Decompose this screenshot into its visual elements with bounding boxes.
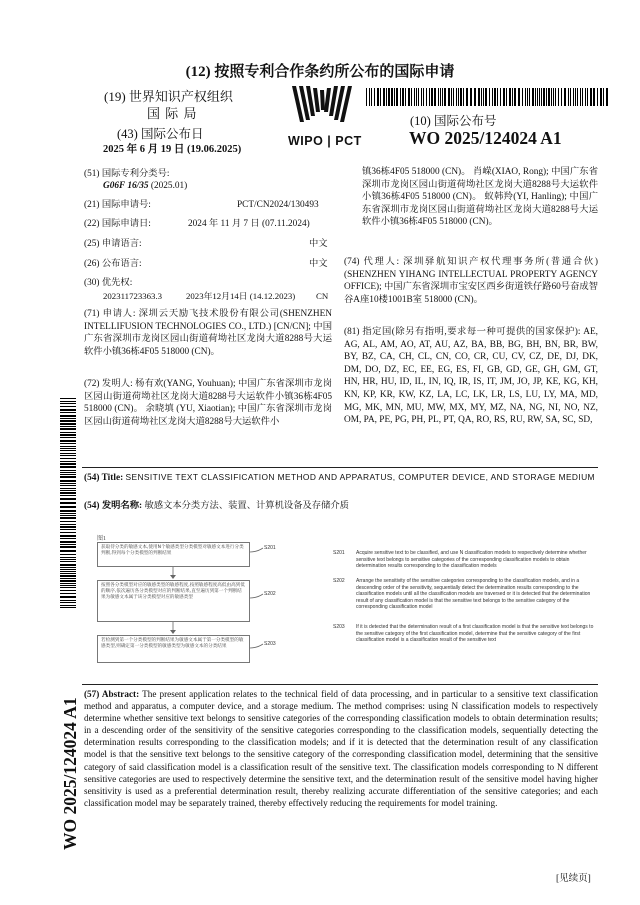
inventors: (72) 发明人: 杨有欢(YANG, Youhuan); 中国广东省深圳市龙岗区园山街道荷坳社区龙岗大道8288号大运软件小镇36栋4F05 518000 (CN)。 余晓填 (YU, Xiaotian); 中国广东省深圳市龙岗区园山街道荷坳社区龙岗大道8288号大运软件小 [84,379,332,427]
priority-date: 2023年12月14日 (14.12.2023) [186,291,296,301]
pub-lang: 中文 [309,259,328,269]
title-zh-block [84,500,598,513]
pub-number-label: (10) 国际公布号 [410,114,497,128]
publication-barcode [366,88,608,106]
step-s203-label: S203 [333,624,345,630]
agent: (74) 代理人: 深圳驿航知识产权代理事务所(普通合伙) (SHENZHEN YIHANG INTELLECTUAL PROPERTY AGENCY OFFICE); 中国广东省深圳市宝安区西乡街道铁仔路60号奋成智谷A座10楼1001B室 518000 (CN)。 [344,257,598,305]
step-s203-text: If it is detected that the determination result of a first classification model is that the sensitive text belongs to the sensitive category of the first classification model, determine that the sensitive category of the first classification model is a classification result of the sensitive text [356,624,594,644]
priority-no: 202311723363.3 [103,291,163,301]
priority-label: (30) 优先权: [84,278,133,288]
flow-label-s203: S203 [264,641,276,647]
step-s202-label: S202 [333,578,345,584]
title-en-label: (54) Title: [84,473,124,483]
app-no: PCT/CN2024/130493 [237,200,319,210]
priority-country: CN [316,291,329,301]
title-zh: 敏感文本分类方法、装置、计算机设备及存储介质 [144,501,349,511]
flow-label-s202: S202 [264,591,276,597]
pub-number: WO 2025/124024 A1 [409,128,562,148]
applicant: (71) 申请人: 深圳云天励飞技术股份有限公司(SHENZHEN INTELLIFUSION TECHNOLOGIES CO., LTD.) [CN/CN]; 中国广东省深圳市龙岗区园山街道荷坳社区龙岗大道8288号大运软件小镇36栋4F05 518000 (CN)。 [84,309,332,357]
title-zh-label: (54) 发明名称: [84,501,143,511]
wipo-pct-label: WIPO | PCT [288,134,362,148]
designated-states: (81) 指定国(除另有指明,要求每一种可提供的国家保护): AE, AG, AL, AM, AO, AT, AU, AZ, BA, BB, BG, BH, BN, BR, BW, BY, BZ, CA, CH, CL, CN, CO, CR, CU, CV, CZ, DE, DJ, DK, DM, DO, DZ, EC, EE, EG, ES, FI, GB, GD, GE, GH, GM, GT, HN, HR, HU, ID, IL, IN, IQ, IR, IS, IT, JM, JO, JP, KE, KG, KH, KN, KP, KR, KW, KZ, LA, LC, LK, LR, LS, LU, LY, MA, MD, MG, MK, MN, MU, MW, MX, MY, MZ, NA, NG, NI, NO, NZ, OM, PA, PE, PG, PH, PL, PT, QA, RO, RS, RU, RW, SA, SC, SD, [344,327,598,426]
side-pub-number: WO 2025/124024 A1 [60,697,80,850]
title-en-block [84,471,598,485]
title-en: SENSITIVE TEXT CLASSIFICATION METHOD AND APPARATUS, COMPUTER DEVICE, AND STORAGE MEDIUM [125,472,595,482]
inventors-continued: 镇36栋4F05 518000 (CN)。 肖嵘(XIAO, Rong); 中国广东省深圳市龙岗区园山街道荷坳社区龙岗大道8288号大运软件小镇36栋4F05 518000 (CN)。 蚁韩羚(YI, Hanling); 中国广东省深圳市龙岗区园山街道荷坳社区龙岗大道8288号大运软件小镇36栋4F05 518000 (CN)。 [362,167,598,228]
side-barcode [60,398,76,608]
lang-label: (25) 申请语言: [84,239,142,249]
flow-step-2: 按照各分类模型对应的敏感类型的敏感程度,按照敏感程度高低由高到低的顺序,依次遍历各分类模型对应的判断结果,直至遍历到第一个判断结果为敏感文本属于该分类模型对应的敏感类型 [97,580,250,622]
org-name: (19) 世界知识产权组织 [104,89,233,104]
class-label: (51) 国际专利分类号: [84,169,170,179]
flowchart-connectors [97,540,297,670]
figure-label: 图1 [97,536,107,542]
lang: 中文 [309,239,328,249]
pub-lang-label: (26) 公布语言: [84,259,142,269]
filing-label: (22) 国际申请日: [84,219,151,229]
continued-note: [见续页] [556,874,591,884]
class-code: G06F 16/35 [103,181,149,191]
step-s201-label: S201 [333,550,345,556]
app-no-label: (21) 国际申请号: [84,200,151,210]
abstract-block [84,688,598,809]
step-s201-text: Acquire sensitive text to be classified, and use N classification models to respectively determine whether sensitive text belongs to sensitive categories of the corresponding classification models to obtain determination results corresponding to the classification models [356,550,587,570]
divider-top [82,467,598,468]
wipo-logo-icon [290,82,354,134]
step-s202-text: Arrange the sensitivity of the sensitive categories corresponding to the classification models, and in a descending order of the sensitivity, sequentially detect the determination results corresponding to the classification models until all the classification models are traversed or it is detected that the determination result of any classification model is that the sensitive text belongs to the sensitive category of the corresponding classification model [356,578,591,611]
class-code-line [103,180,187,192]
flow-step-3: 若检测到第一个分类模型的判断结果为敏感文本属于第一分类模型的敏感类型,则确定第一分类模型的敏感类型为敏感文本的分类结果 [97,635,250,663]
filing-date: 2024 年 11 月 7 日 (07.11.2024) [188,219,310,229]
flow-label-s201: S201 [264,545,276,551]
divider-abstract [82,684,598,685]
org-bureau: 国 际 局 [147,106,198,121]
document-title: (12) 按照专利合作条约所公布的国际申请 [185,64,455,80]
pub-date: 2025 年 6 月 19 日 (19.06.2025) [103,144,242,155]
pub-date-label: (43) 国际公布日 [117,127,204,141]
abstract-label: (57) Abstract: [84,689,140,699]
flow-step-1: 获取待分类的敏感文本,使用N个敏感类型分类模型对敏感文本进行分类判断,得到每个分类模型的判断结果 [97,542,250,567]
abstract-text: The present application relates to the technical field of data processing, and in particular to a sensitive text classification method and apparatus, a computer device, and a storage medium. The method comprises: using N classification models to respectively determine whether sensitive text belongs to sensitive categories of the corresponding classification models to obtain determination results; in a descending order of the sensitivity of the sensitive categories corresponding to the classification models, sequentially detecting the determination results corresponding to the classification models; and if it is detected that the determination result of any classification model is that the sensitive text belongs to the sensitive category of the corresponding classification model, determining that the sensitive category of said classification model is a classification result of the sensitive text. The classification models corresponding to N different sensitive categories are used to respectively determine the sensitive text, and the determination result of the sensitive model having higher sensitivity is used as a preferential determination result, thereby realizing accurate differentiation of the sensitive categories; and each classification model may be separately trained, thereby effectively reducing the requirements for model training. [84,689,598,808]
class-year: (2025.01) [150,181,188,191]
